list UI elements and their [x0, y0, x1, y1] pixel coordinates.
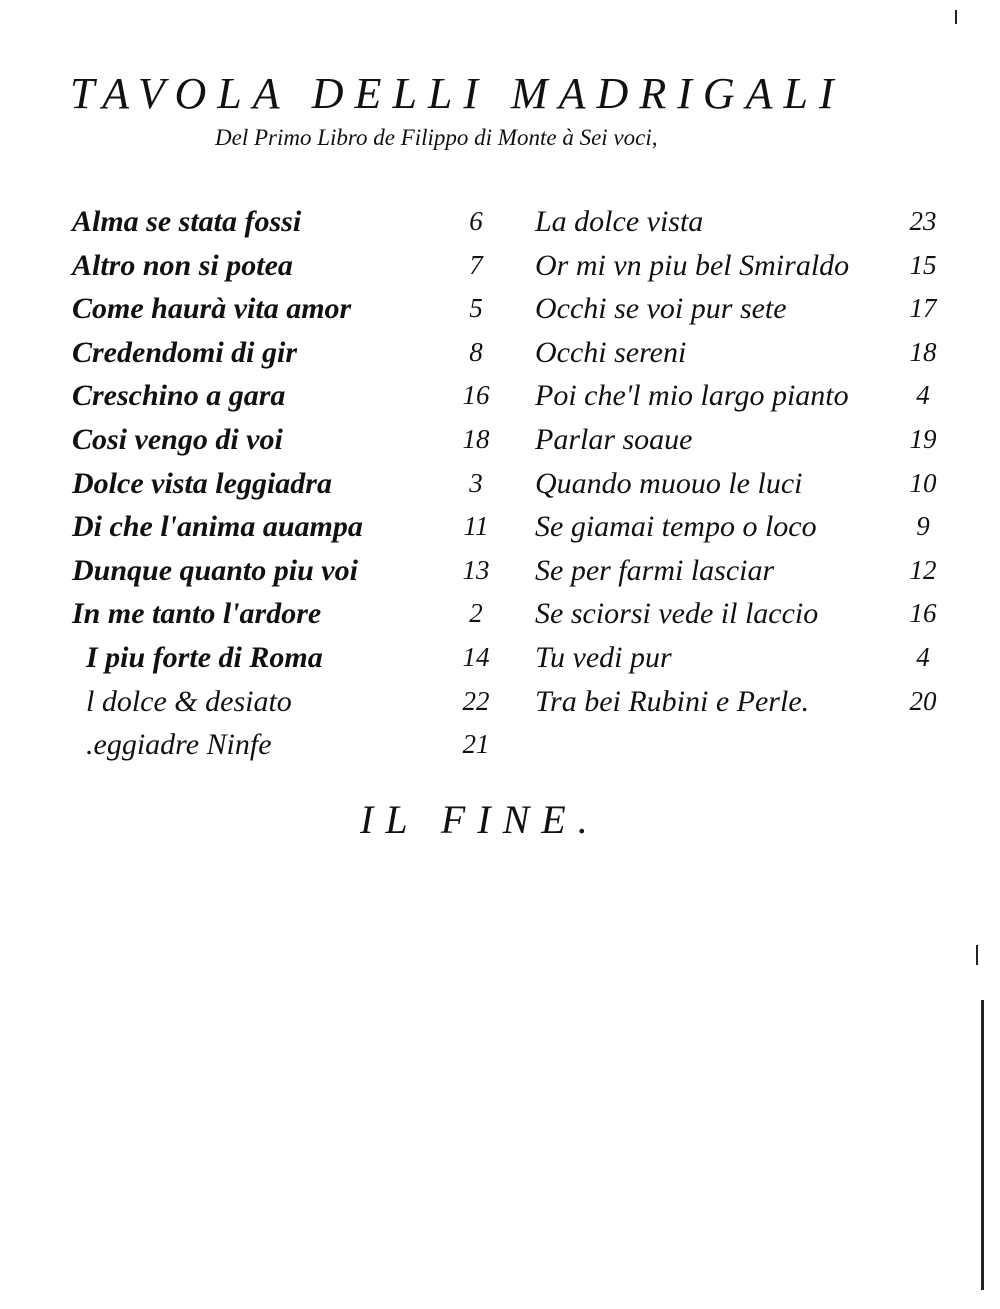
entry-page-number: 21 — [462, 729, 490, 760]
entry-page-number: 4 — [916, 641, 930, 672]
entry-title: Poi che'l mio largo pianto — [535, 379, 849, 413]
index-entry — [72, 200, 512, 244]
entry-title: Se giamai tempo o loco — [535, 510, 817, 544]
entry-title: Se per farmi lasciar — [535, 553, 775, 587]
entry-page-number: 20 — [909, 685, 937, 716]
index-entry — [72, 636, 512, 680]
index-entry — [535, 505, 955, 549]
entry-title: Credendomi di gir — [72, 335, 298, 369]
entry-title: Creschino a gara — [72, 379, 286, 413]
entry-page-number: 18 — [462, 423, 490, 454]
index-entry — [535, 680, 955, 724]
index-entry — [72, 287, 512, 331]
page-subtitle: Del Primo Libro de Filippo di Monte à Sei voci, — [215, 125, 658, 150]
entry-page-number: 7 — [469, 249, 483, 280]
index-entry — [72, 723, 512, 767]
entry-title: Dunque quanto piu voi — [72, 553, 358, 587]
index-entry — [535, 549, 955, 593]
index-entry — [72, 374, 512, 418]
index-entry — [72, 418, 512, 462]
entry-page-number: 6 — [469, 206, 483, 236]
entry-title: Dolce vista leggiadra — [72, 466, 332, 500]
entry-page-number: 4 — [916, 380, 930, 411]
entry-title: Occhi se voi pur sete — [535, 292, 787, 326]
closing-text: IL FINE. — [360, 797, 600, 842]
index-entry — [72, 680, 512, 724]
entry-title: Occhi sereni — [535, 335, 687, 369]
entry-page-number: 2 — [469, 598, 483, 629]
entry-title: Quando muouo le luci — [535, 466, 803, 500]
entry-page-number: 3 — [469, 467, 483, 498]
entry-title: Di che l'anima auampa — [72, 510, 363, 544]
entry-page-number: 15 — [909, 249, 937, 280]
index-entry — [72, 592, 512, 636]
page-edge-line — [981, 1000, 984, 1290]
index-entry — [535, 200, 955, 244]
entry-page-number: 9 — [916, 511, 930, 542]
entry-title: Or mi vn piu bel Smiraldo — [535, 248, 850, 282]
entry-title: l dolce & desiato — [86, 684, 292, 718]
entry-page-number: 13 — [462, 554, 490, 585]
entry-title: Come haurà vita amor — [72, 292, 352, 326]
entry-title: .eggiadre Ninfe — [86, 728, 272, 762]
entry-page-number: 16 — [462, 380, 490, 411]
entry-page-number: 10 — [909, 467, 937, 498]
entry-page-number: 16 — [909, 598, 937, 629]
index-entry — [535, 418, 955, 462]
entry-title: Parlar soaue — [535, 422, 693, 456]
entry-title: In me tanto l'ardore — [72, 597, 322, 631]
entry-page-number: 17 — [909, 293, 937, 324]
index-entry — [72, 505, 512, 549]
index-entry — [535, 592, 955, 636]
index-entry — [535, 244, 955, 288]
entry-page-number: 11 — [463, 511, 489, 542]
index-entry — [72, 549, 512, 593]
index-entry — [72, 244, 512, 288]
entry-page-number: 18 — [909, 336, 937, 367]
index-column-right — [535, 200, 955, 723]
index-column-left — [72, 200, 512, 767]
entry-page-number: 14 — [462, 641, 490, 672]
index-entry — [535, 374, 955, 418]
index-entry — [535, 636, 955, 680]
page-edge-mark — [955, 10, 957, 24]
index-entry — [535, 462, 955, 506]
entry-page-number: 12 — [909, 554, 937, 585]
entry-title: Alma se stata fossi — [72, 205, 302, 238]
entry-title: Tu vedi pur — [535, 640, 672, 674]
entry-title: Altro non si potea — [72, 248, 293, 282]
entry-title: La dolce vista — [535, 205, 704, 238]
entry-page-number: 8 — [469, 336, 483, 367]
index-entry — [72, 462, 512, 506]
page-title: TAVOLA DELLI MADRIGALI — [70, 69, 845, 118]
entry-page-number: 22 — [462, 685, 490, 716]
entry-page-number: 5 — [469, 293, 483, 324]
entry-title: Cosi vengo di voi — [72, 422, 283, 456]
entry-title: Tra bei Rubini e Perle. — [535, 684, 810, 718]
entry-title: Se sciorsi vede il laccio — [535, 597, 819, 631]
entry-page-number: 23 — [909, 206, 937, 236]
index-entry — [72, 331, 512, 375]
entry-title: I piu forte di Roma — [86, 640, 323, 674]
index-entry — [535, 331, 955, 375]
entry-page-number: 19 — [909, 423, 937, 454]
page-edge-mark — [976, 945, 978, 965]
index-entry — [535, 287, 955, 331]
